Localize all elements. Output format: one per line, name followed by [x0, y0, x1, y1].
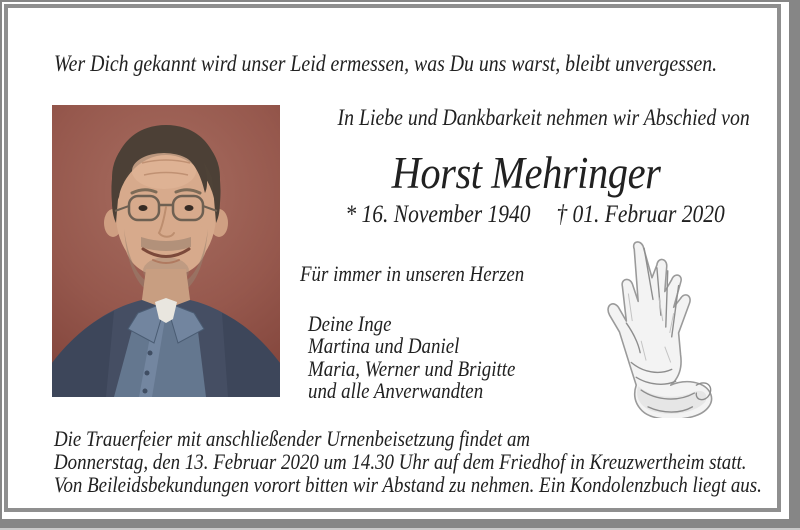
- mourner-line: Martina und Daniel: [308, 333, 460, 359]
- remembrance-line: Für immer in unseren Herzen: [300, 261, 525, 286]
- life-dates: [345, 201, 725, 228]
- portrait-photo: [52, 105, 280, 397]
- funeral-info-line: Donnerstag, den 13. Februar 2020 um 14.30 Uhr auf dem Friedhof in Kreuzwertheim statt.: [54, 449, 747, 474]
- mourner-line: Maria, Werner und Brigitte: [308, 355, 516, 381]
- mourner-line: Deine Inge: [308, 311, 392, 336]
- mourners-list: [308, 313, 515, 403]
- birth-date: * 16. November 1940: [345, 201, 531, 228]
- mourner-line: und alle Anverwandten: [308, 378, 484, 404]
- deceased-name: Horst Mehringer: [391, 148, 661, 198]
- epigraph-line: Wer Dich gekannt wird unser Leid ermessen, was Du uns warst, bleibt unvergessen.: [54, 51, 718, 76]
- funeral-info-line: Von Beileidsbekundungen vorort bitten wir Abstand zu nehmen. Ein Kondolenzbuch liegt aus.: [54, 472, 762, 497]
- obituary-card: [2, 2, 789, 519]
- praying-hands-icon: [582, 238, 720, 418]
- portrait-illustration: [52, 105, 280, 397]
- intro-line: In Liebe und Dankbarkeit nehmen wir Abschied von: [337, 105, 750, 130]
- funeral-info: [54, 427, 762, 496]
- death-date: † 01. Februar 2020: [556, 201, 725, 228]
- funeral-info-line: Die Trauerfeier mit anschließender Urnenbeisetzung findet am: [54, 426, 531, 451]
